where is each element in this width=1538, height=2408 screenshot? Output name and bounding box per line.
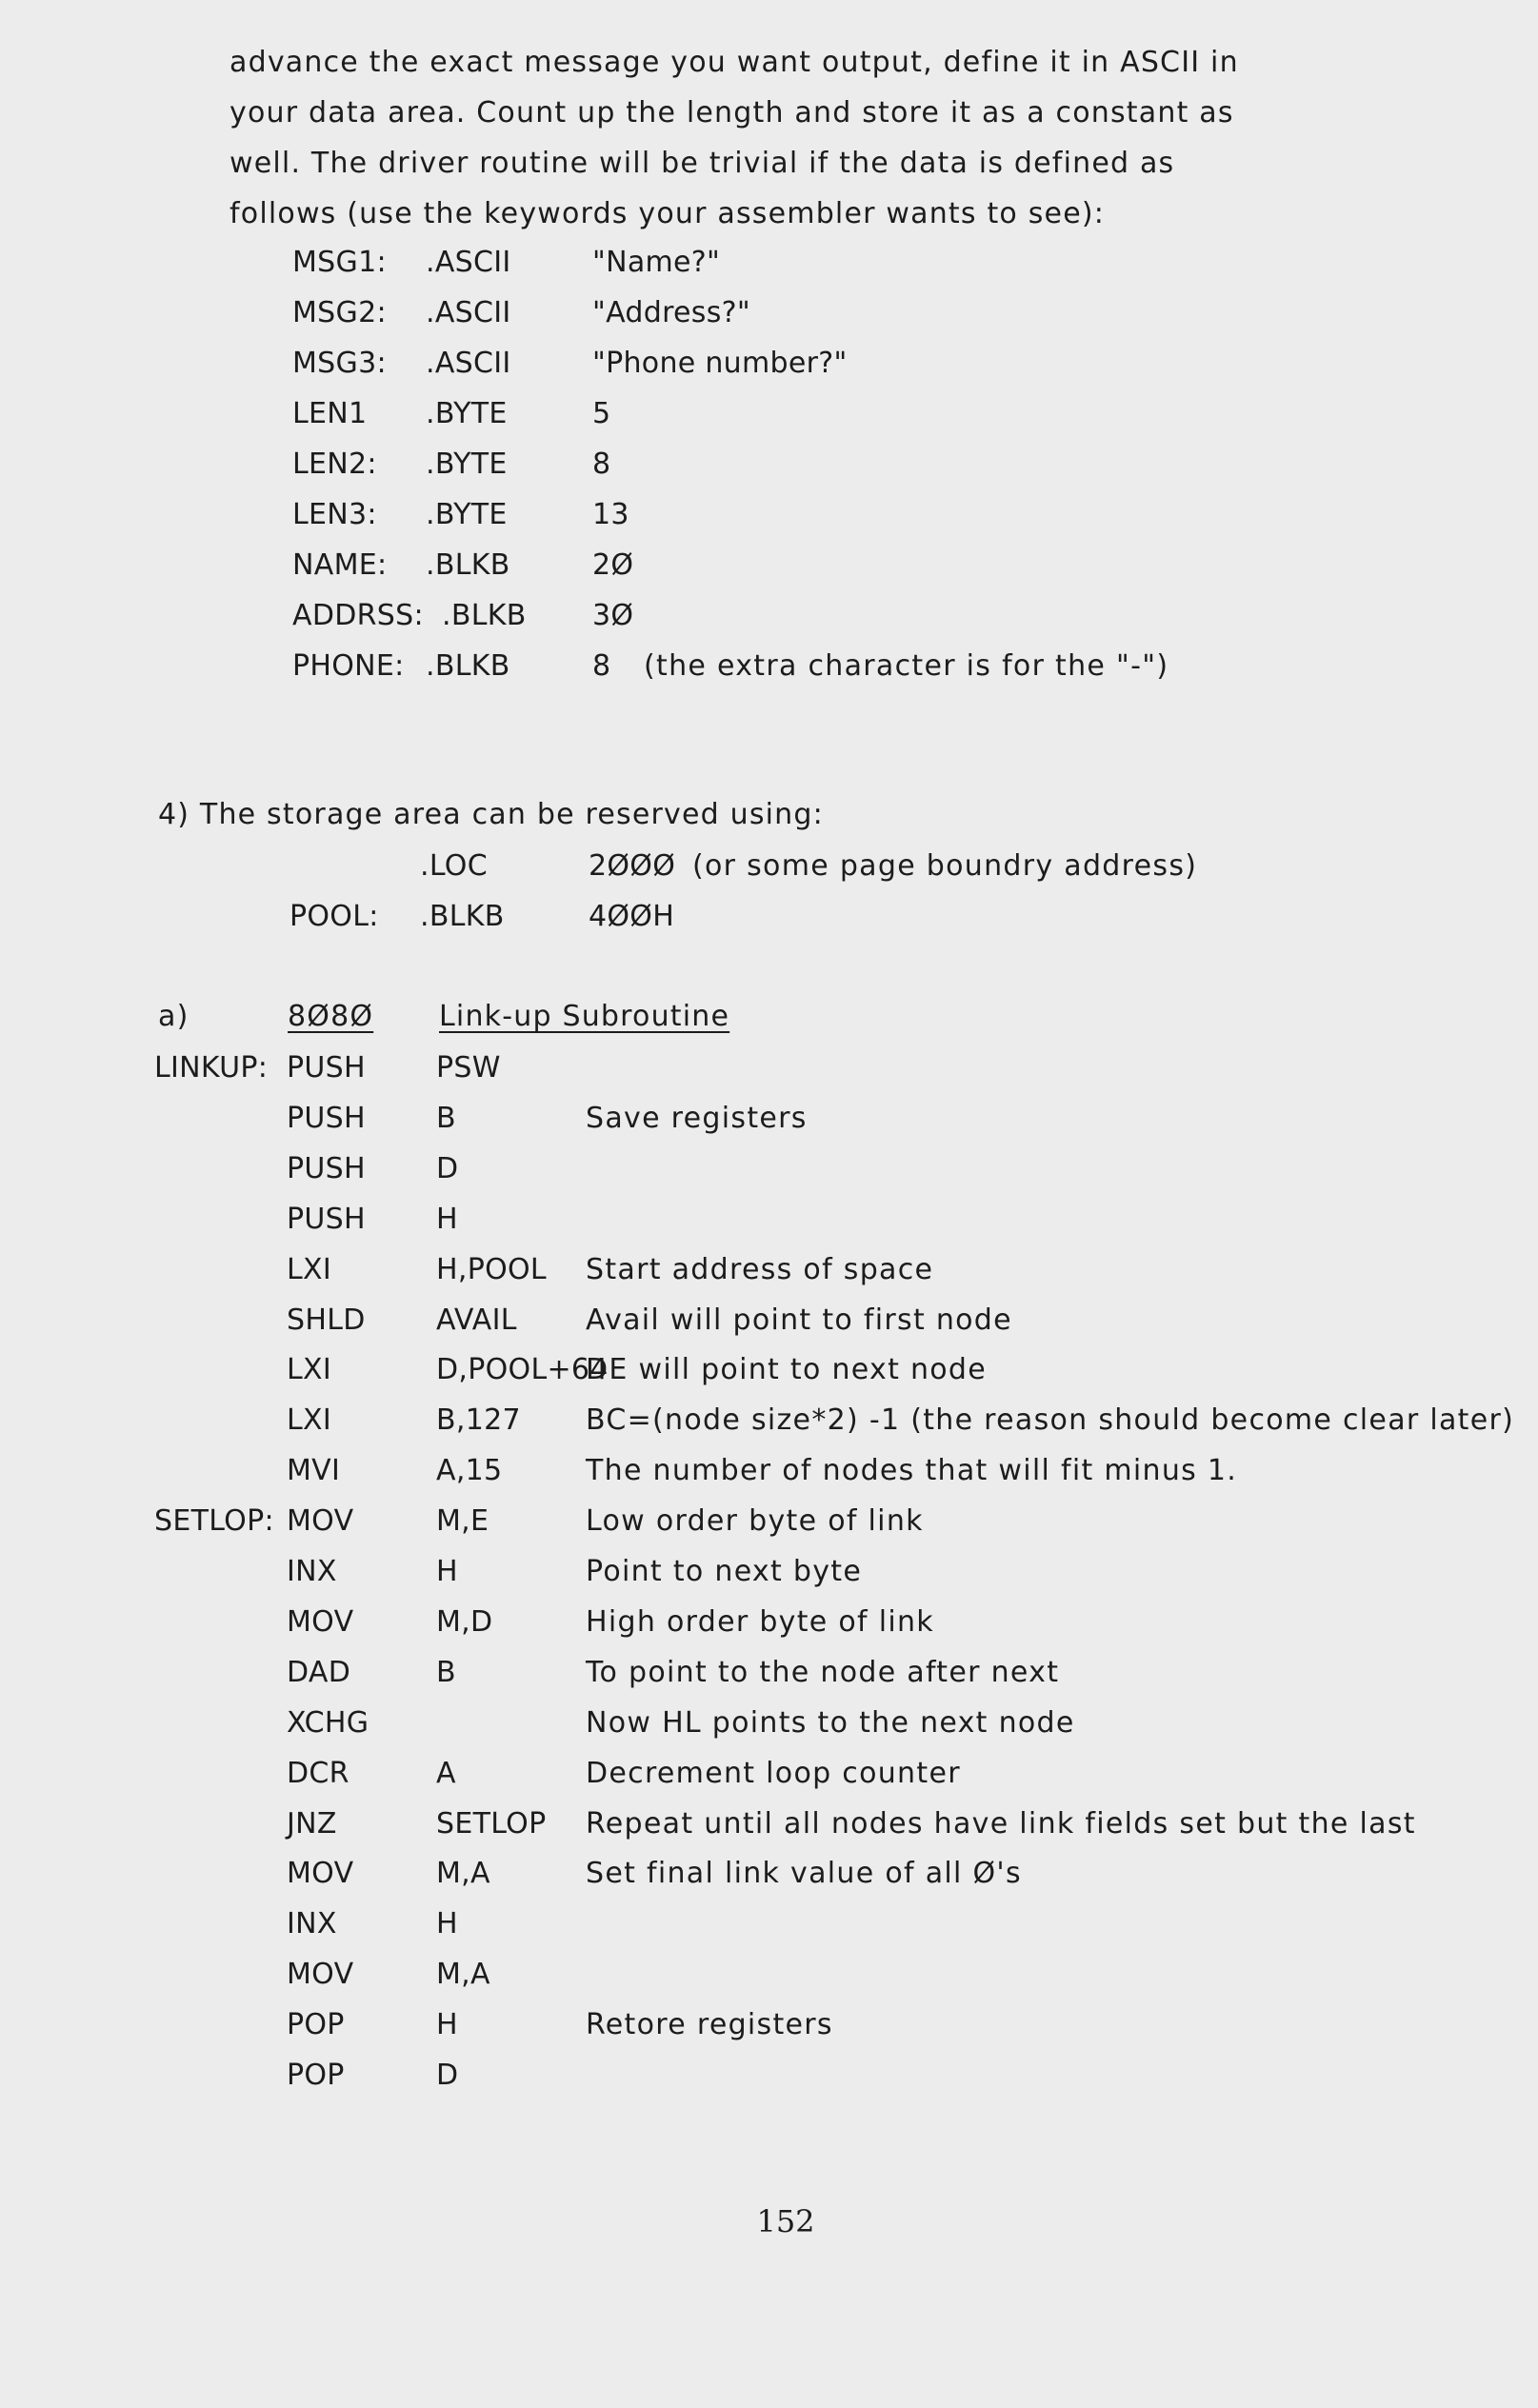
code-directive: .BLKB: [442, 599, 527, 632]
code-operand: "Address?": [592, 296, 750, 329]
code-operand: M,A: [436, 1958, 490, 1991]
code-comment: Point to next byte: [586, 1555, 863, 1588]
code-opcode: DCR: [287, 1757, 350, 1790]
code-comment: (the extra character is for the "-"): [644, 649, 1169, 683]
code-directive: .BYTE: [426, 397, 508, 430]
code-operand: D: [436, 1152, 459, 1185]
code-opcode: LXI: [287, 1253, 332, 1286]
code-directive: .ASCII: [426, 347, 511, 380]
code-comment: DE will point to next node: [586, 1353, 988, 1386]
code-operand: "Phone number?": [592, 347, 848, 380]
code-operand: M,D: [436, 1605, 493, 1639]
code-operand: 13: [592, 498, 629, 531]
code-comment: Decrement loop counter: [586, 1757, 961, 1790]
code-comment: Set final link value of all Ø's: [586, 1857, 1022, 1890]
code-opcode: SHLD: [287, 1304, 366, 1337]
code-operand: H: [436, 1555, 458, 1588]
code-directive: .BLKB: [426, 649, 510, 683]
code-opcode: DAD: [287, 1656, 351, 1689]
code-opcode: PUSH: [287, 1203, 366, 1236]
code-operand: B: [436, 1656, 456, 1689]
code-label: MSG2:: [292, 296, 387, 329]
code-opcode: MOV: [287, 1857, 354, 1890]
code-opcode: PUSH: [287, 1152, 366, 1185]
code-directive: .BLKB: [420, 900, 505, 933]
code-operand: H,POOL: [436, 1253, 547, 1286]
code-opcode: POP: [287, 2008, 345, 2041]
code-label: LEN1: [292, 397, 368, 430]
subsection-marker: a): [158, 1000, 190, 1033]
code-comment: Low order byte of link: [586, 1504, 924, 1538]
code-comment: Save registers: [586, 1102, 808, 1135]
code-label: LINKUP:: [154, 1051, 269, 1085]
paragraph-line: your data area. Count up the length and store it as a constant as: [230, 96, 1234, 129]
code-opcode: MVI: [287, 1454, 341, 1487]
code-comment: High order byte of link: [586, 1605, 934, 1639]
code-operand: A: [436, 1757, 456, 1790]
code-opcode: PUSH: [287, 1051, 366, 1085]
code-comment: Start address of space: [586, 1253, 934, 1286]
code-operand: B: [436, 1102, 456, 1135]
code-opcode: INX: [287, 1907, 337, 1940]
code-label: SETLOP:: [154, 1504, 274, 1538]
code-opcode: MOV: [287, 1605, 354, 1639]
code-operand: A,15: [436, 1454, 503, 1487]
code-comment: The number of nodes that will fit minus 1.: [586, 1454, 1238, 1487]
code-operand: D: [436, 2059, 459, 2092]
code-comment: To point to the node after next: [586, 1656, 1060, 1689]
code-opcode: POP: [287, 2059, 345, 2092]
paragraph-line: well. The driver routine will be trivial if the data is defined as: [230, 147, 1175, 180]
paragraph-line: follows (use the keywords your assembler wants to see):: [230, 197, 1106, 230]
code-operand: 2ØØØ: [589, 849, 676, 883]
code-operand: M,E: [436, 1504, 489, 1538]
code-opcode: MOV: [287, 1958, 354, 1991]
code-label: LEN2:: [292, 448, 377, 481]
code-directive: .BLKB: [426, 548, 510, 582]
code-opcode: XCHG: [287, 1706, 370, 1740]
code-label: POOL:: [290, 900, 379, 933]
code-opcode: INX: [287, 1555, 337, 1588]
code-label: MSG3:: [292, 347, 387, 380]
subroutine-title: Link-up Subroutine: [439, 1000, 730, 1033]
code-operand: B,127: [436, 1403, 521, 1437]
code-opcode: PUSH: [287, 1102, 366, 1135]
code-comment: (or some page boundry address): [692, 849, 1198, 883]
code-directive: .BYTE: [426, 448, 508, 481]
code-directive: .LOC: [420, 849, 488, 883]
subroutine-cpu: 8Ø8Ø: [288, 1000, 374, 1033]
section-4-text: 4) The storage area can be reserved using:: [158, 798, 824, 831]
code-label: LEN3:: [292, 498, 377, 531]
code-operand: AVAIL: [436, 1304, 517, 1337]
code-directive: .ASCII: [426, 246, 511, 279]
code-comment: Avail will point to first node: [586, 1304, 1012, 1337]
code-operand: SETLOP: [436, 1807, 547, 1841]
page-number: 152: [756, 2203, 815, 2239]
code-opcode: LXI: [287, 1403, 332, 1437]
code-operand: H: [436, 1907, 458, 1940]
code-operand: PSW: [436, 1051, 501, 1085]
code-label: PHONE:: [292, 649, 405, 683]
code-operand: M,A: [436, 1857, 490, 1890]
code-directive: .ASCII: [426, 296, 511, 329]
code-operand: "Name?": [592, 246, 721, 279]
code-opcode: LXI: [287, 1353, 332, 1386]
code-label: NAME:: [292, 548, 388, 582]
code-label: MSG1:: [292, 246, 387, 279]
code-operand: 8: [592, 649, 611, 683]
code-operand: H: [436, 2008, 458, 2041]
code-comment: Now HL points to the next node: [586, 1706, 1075, 1740]
code-operand: 4ØØH: [589, 900, 675, 933]
paragraph-line: advance the exact message you want output, define it in ASCII in: [230, 46, 1239, 79]
code-comment: Retore registers: [586, 2008, 833, 2041]
code-operand: H: [436, 1203, 458, 1236]
code-operand: 3Ø: [592, 599, 634, 632]
code-label: ADDRSS:: [292, 599, 424, 632]
code-operand: D,POOL+64: [436, 1353, 609, 1386]
code-opcode: MOV: [287, 1504, 354, 1538]
code-operand: 5: [592, 397, 611, 430]
code-directive: .BYTE: [426, 498, 508, 531]
code-operand: 8: [592, 448, 611, 481]
code-comment: BC=(node size*2) -1 (the reason should become clear later): [586, 1403, 1515, 1437]
code-opcode: JNZ: [287, 1807, 337, 1841]
code-comment: Repeat until all nodes have link fields set but the last: [586, 1807, 1416, 1841]
code-operand: 2Ø: [592, 548, 634, 582]
